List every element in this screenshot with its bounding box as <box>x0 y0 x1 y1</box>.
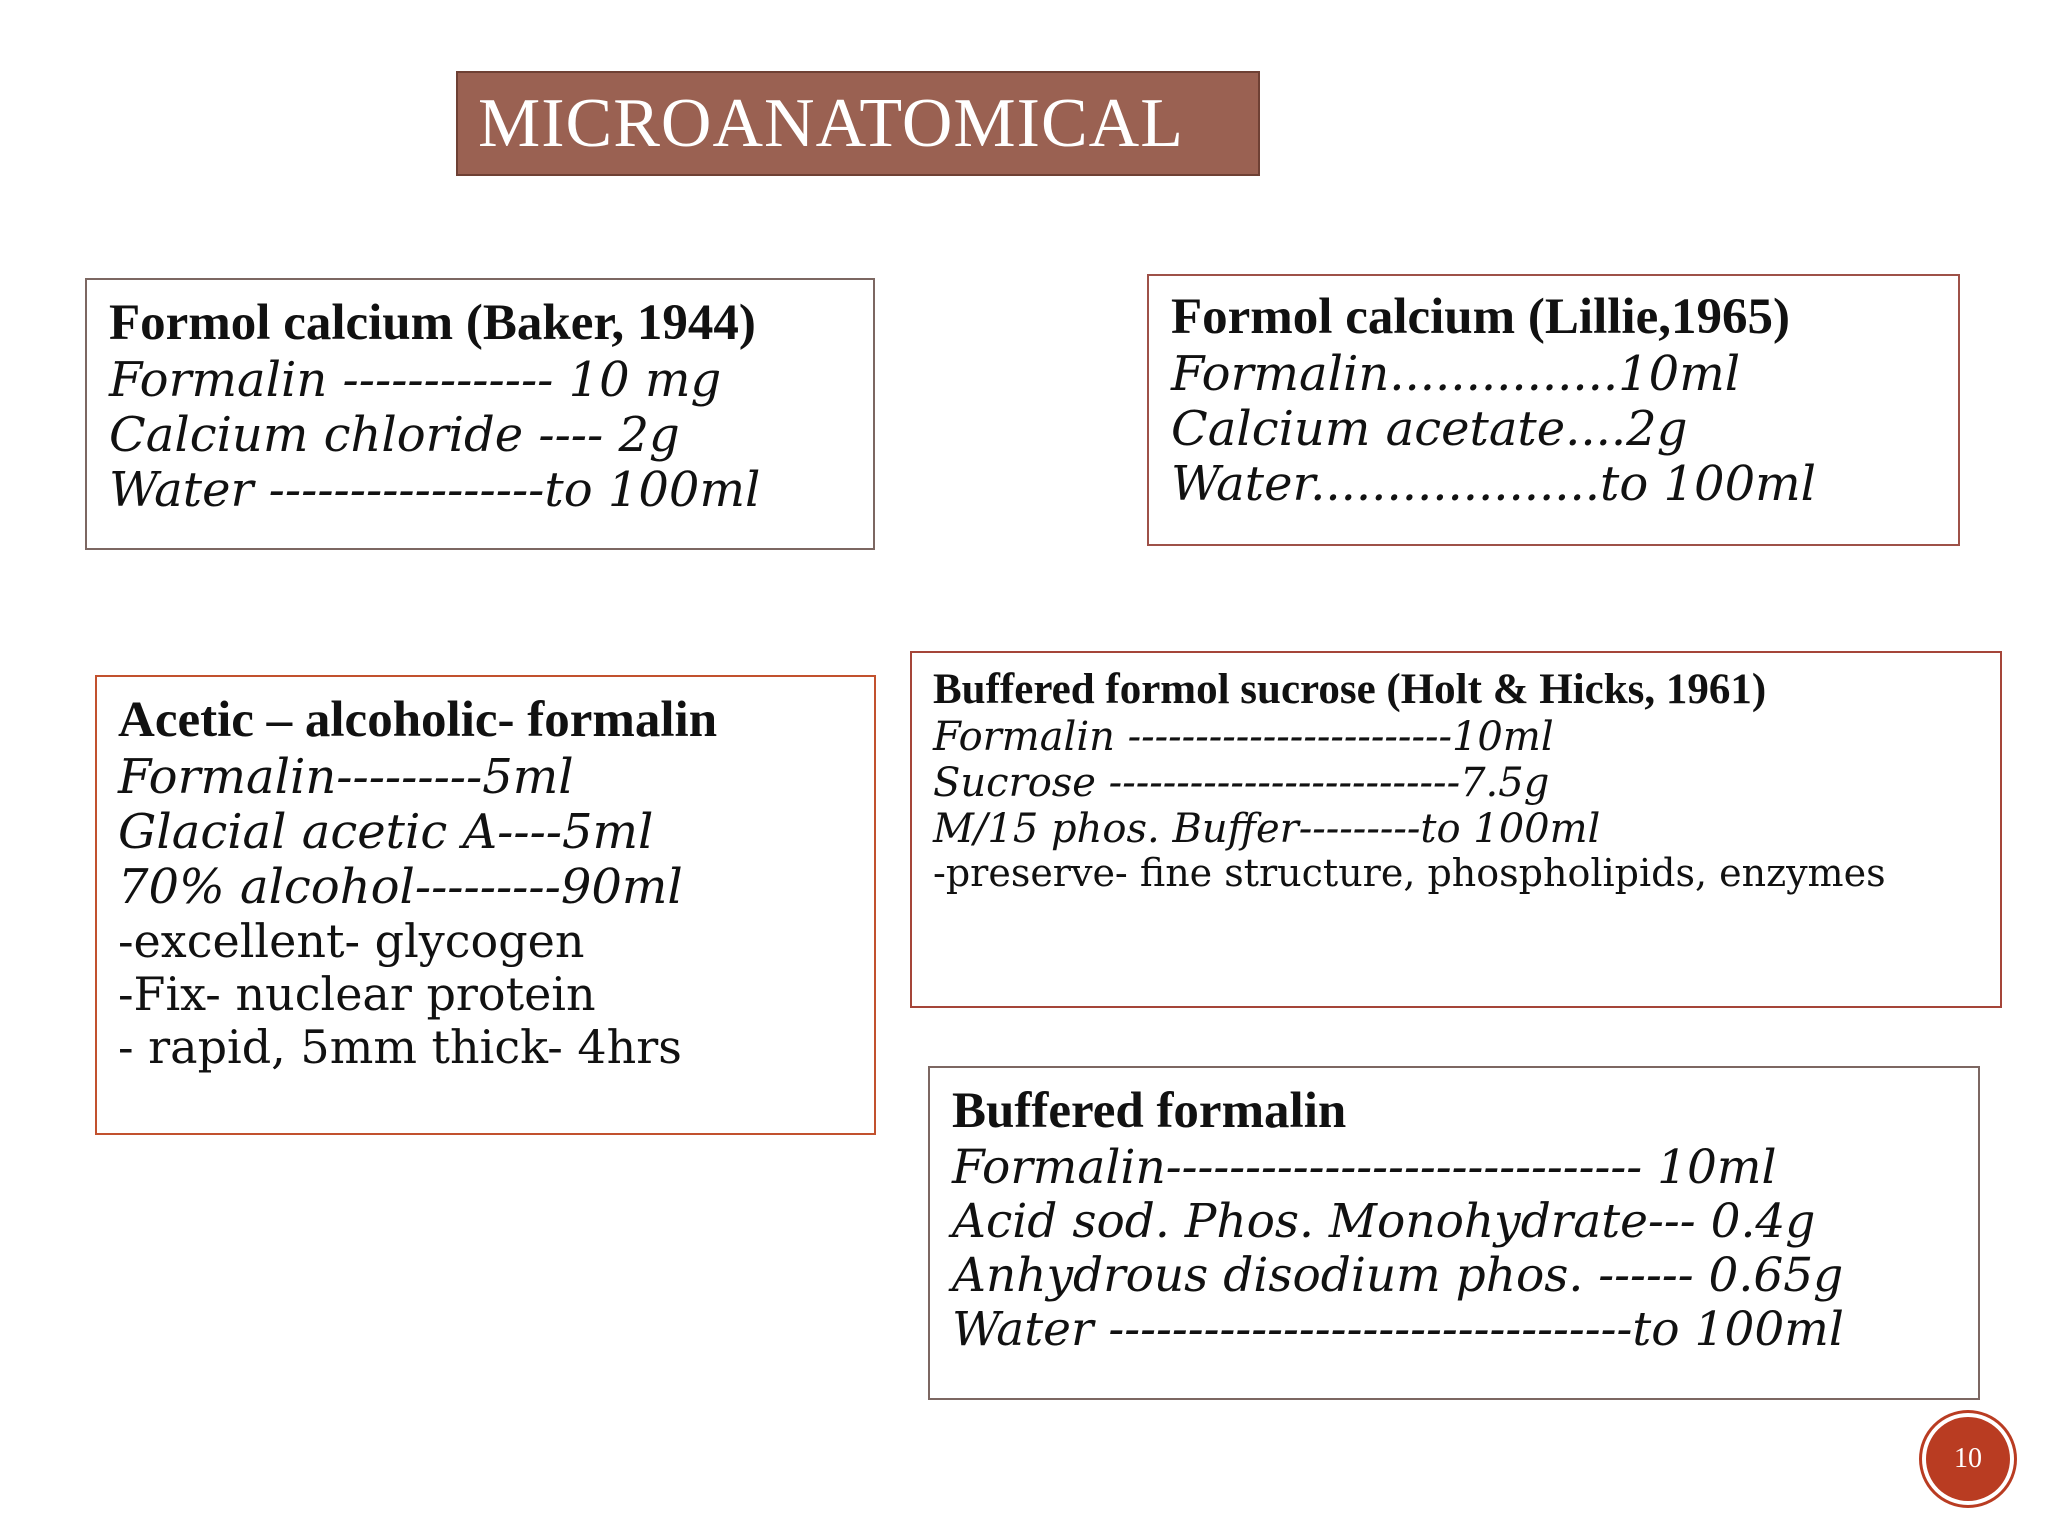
recipe-line: Water...................to 100ml <box>1171 456 1816 513</box>
recipe-line: Calcium chloride ---- 2g <box>109 406 680 463</box>
recipe-line: Formalin------------------------------ 10ml <box>952 1139 1777 1195</box>
page-number: 10 <box>1954 1443 1982 1474</box>
recipe-line: Anhydrous disodium phos. ------ 0.65g <box>952 1247 1844 1303</box>
card-buffered-formol-sucrose <box>910 651 2002 1008</box>
page-number-badge <box>1926 1417 2010 1501</box>
recipe-line: Sucrose --------------------------7.5g <box>933 760 1550 807</box>
slide-title: MICROANATOMICAL <box>478 84 1184 162</box>
card-heading: Acetic – alcoholic- formalin <box>118 692 718 748</box>
recipe-line: Calcium acetate....2g <box>1171 400 1688 457</box>
recipe-line: Formalin ------------------------10ml <box>933 714 1554 761</box>
note-line: -Fix- nuclear protein <box>118 967 596 1022</box>
card-heading: Buffered formol sucrose (Holt & Hicks, 1961) <box>933 666 1767 713</box>
recipe-line: 70% alcohol---------90ml <box>118 859 683 916</box>
recipe-line: Glacial acetic A----5ml <box>118 803 654 860</box>
card-heading: Buffered formalin <box>952 1083 1347 1139</box>
recipe-line: Water -----------------to 100ml <box>109 462 761 519</box>
card-formol-calcium-lillie <box>1147 274 1960 546</box>
card-buffered-formalin <box>928 1066 1980 1400</box>
recipe-line: M/15 phos. Buffer---------to 100ml <box>933 806 1601 853</box>
recipe-line: Formalin...............10ml <box>1171 345 1741 402</box>
card-acetic-alcoholic-formalin <box>95 675 876 1135</box>
recipe-line: Acid sod. Phos. Monohydrate--- 0.4g <box>952 1193 1816 1249</box>
card-formol-calcium-baker <box>85 278 875 550</box>
card-heading: Formol calcium (Lillie,1965) <box>1171 289 1790 345</box>
recipe-line: Formalin---------5ml <box>118 748 574 805</box>
slide-title-banner <box>456 71 1260 176</box>
recipe-line: Water ---------------------------------to 100ml <box>952 1301 1844 1357</box>
card-heading: Formol calcium (Baker, 1944) <box>109 295 756 351</box>
note-line: - rapid, 5mm thick- 4hrs <box>118 1019 682 1074</box>
note-line: -preserve- fine structure, phospholipids, enzymes <box>933 851 1886 896</box>
note-line: -excellent- glycogen <box>118 914 585 969</box>
recipe-line: Formalin ------------- 10 mg <box>109 351 722 408</box>
